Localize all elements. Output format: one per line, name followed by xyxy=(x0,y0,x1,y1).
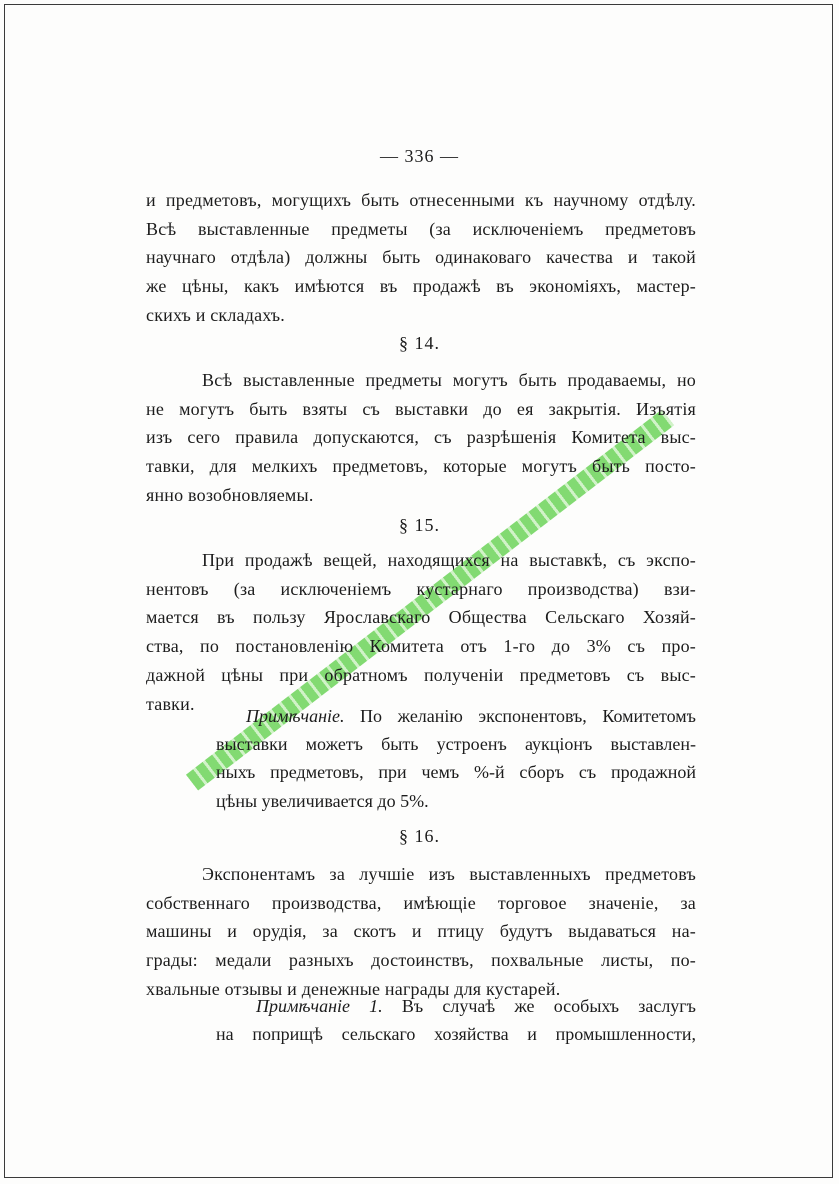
section-15-paragraph xyxy=(146,546,696,718)
text-line: При продажѣ вещей, находящихся на выставкѣ, съ экспо- xyxy=(202,550,696,570)
intro-paragraph xyxy=(146,186,696,330)
text-line: не могутъ быть взяты съ выставки до ея закрытія. Изъятія xyxy=(146,398,696,419)
text-line: тавки. xyxy=(146,693,195,714)
page-number: — 336 — xyxy=(380,146,459,166)
note-text: Въ случаѣ же особыхъ заслугъ xyxy=(382,996,696,1016)
note-label: Примѣчаніе 1. xyxy=(256,996,383,1016)
note-label: Примѣчаніе. xyxy=(246,706,345,726)
section-15-note xyxy=(216,702,696,815)
text-line: янно возобновляемы. xyxy=(146,484,314,505)
text-line: на поприщѣ сельскаго хозяйства и промышленности, xyxy=(216,1024,696,1045)
section-16-heading: § 16. xyxy=(399,826,440,846)
text-line: научнаго отдѣла) должны быть одинаковаго качества и такой xyxy=(146,247,696,268)
section-16-paragraph xyxy=(146,860,696,1004)
text-line: машины и орудія, за скотъ и птицу будутъ выдаваться на- xyxy=(146,921,696,942)
text-line: мается въ пользу Ярославскаго Общества Сельскаго Хозяй- xyxy=(146,607,696,628)
text-line: Всѣ выставленные предметы могутъ быть продаваемы, но xyxy=(202,370,696,390)
text-line: ныхъ предметовъ, при чемъ %-й сборъ съ продажной xyxy=(216,762,696,783)
text-line: цѣны увеличивается до 5%. xyxy=(216,790,429,811)
text-line: хвальные отзывы и денежные награды для кустарей. xyxy=(146,978,561,999)
text-line: Экспонентамъ за лучшіе изъ выставленныхъ предметовъ xyxy=(202,864,696,884)
section-14-paragraph xyxy=(146,366,696,510)
note-first-line xyxy=(216,702,696,730)
text-line: собственнаго производства, имѣющіе торговое значеніе, за xyxy=(146,892,696,913)
text-line: выставки можетъ быть устроенъ аукціонъ выставлен- xyxy=(216,734,696,755)
text-line: же цѣны, какъ имѣются въ продажѣ въ экономіяхъ, мастер- xyxy=(146,276,696,297)
note-text: По желанію экспонентовъ, Комитетомъ xyxy=(344,706,696,726)
text-line: Всѣ выставленные предметы (за исключеніемъ предметовъ xyxy=(146,218,696,239)
text-line: изъ сего правила допускаются, съ разрѣшенія Комитета выс- xyxy=(146,427,696,448)
section-16-note xyxy=(216,992,696,1048)
text-line: тавки, для мелкихъ предметовъ, которые могутъ быть посто- xyxy=(146,456,696,477)
text-line: грады: медали разныхъ достоинствъ, похвальные листы, по- xyxy=(146,950,696,971)
text-line: дажной цѣны при обратномъ полученіи предметовъ съ выс- xyxy=(146,664,696,685)
text-line: ства, по постановленію Комитета отъ 1-го до 3% съ про- xyxy=(146,636,696,657)
section-15-heading: § 15. xyxy=(399,515,440,535)
note-first-line xyxy=(216,992,696,1020)
text-line: нентовъ (за исключеніемъ кустарнаго производства) взи- xyxy=(146,578,696,599)
text-line: и предметовъ, могущихъ быть отнесенными къ научному отдѣлу. xyxy=(146,190,696,210)
section-14-heading: § 14. xyxy=(399,333,440,353)
text-line: скихъ и складахъ. xyxy=(146,304,285,325)
